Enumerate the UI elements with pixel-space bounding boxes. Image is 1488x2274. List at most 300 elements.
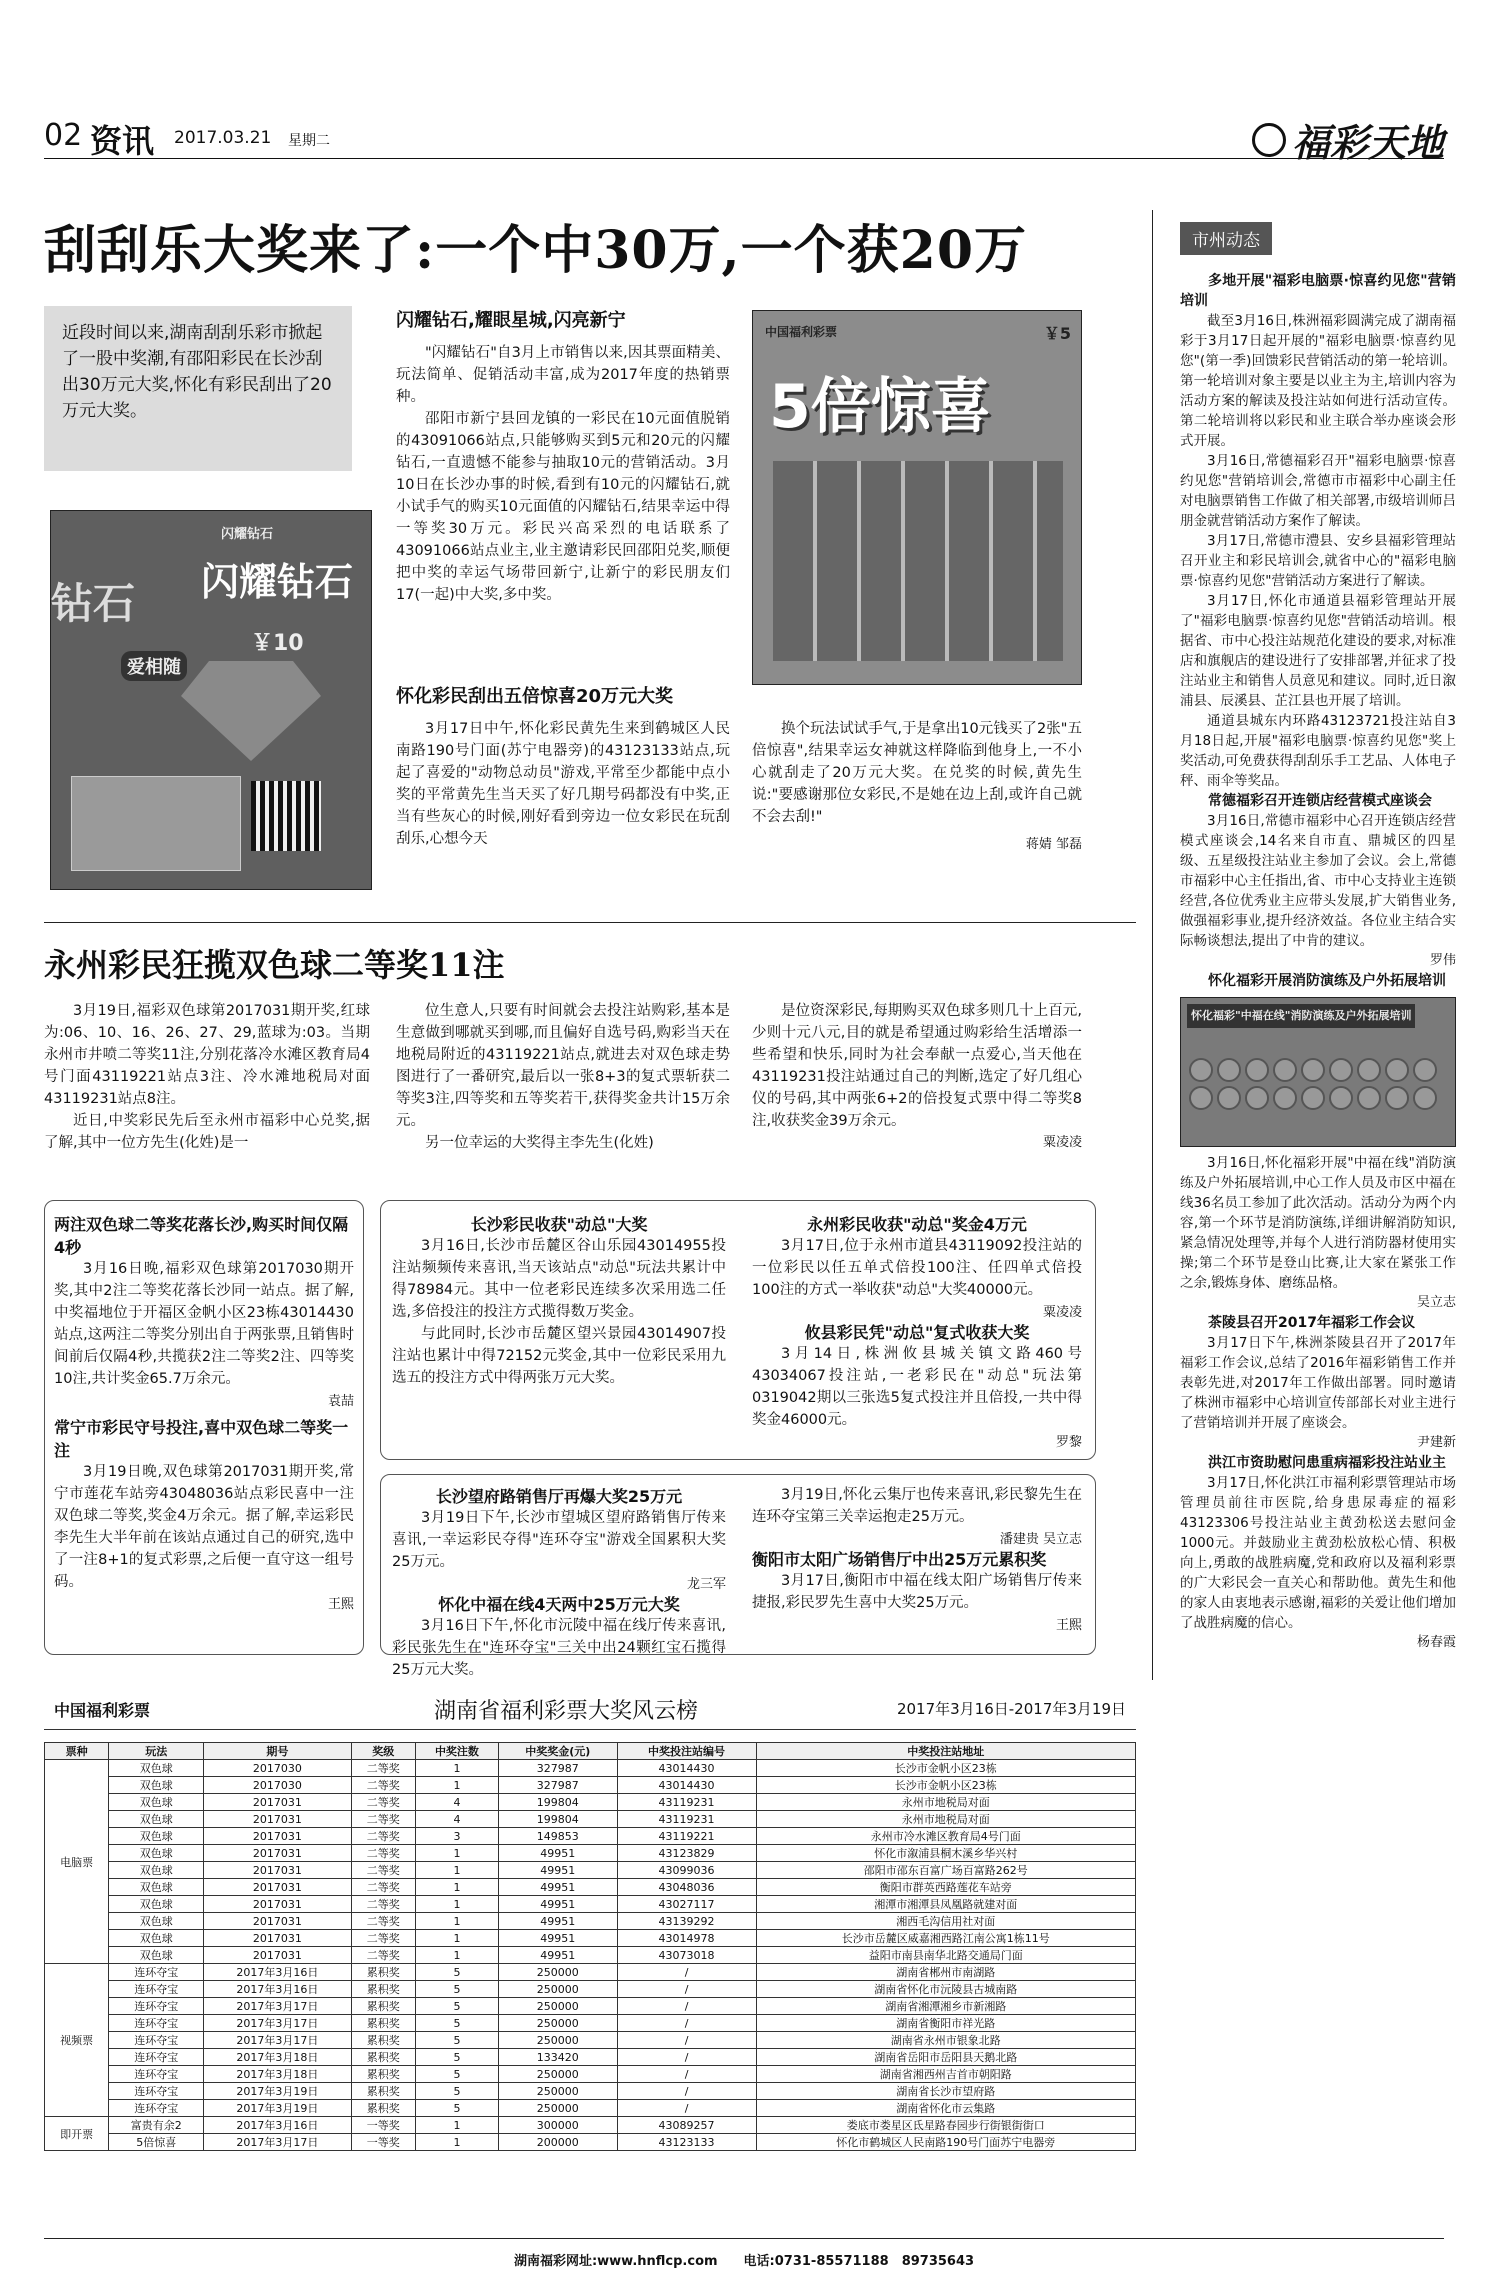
table-cell: 二等奖: [351, 1896, 415, 1913]
issue-date: 2017.03.21: [174, 128, 272, 148]
table-cell: 5: [415, 2049, 498, 2066]
byline: 杨春霞: [1416, 1635, 1456, 1650]
table-cell: 二等奖: [351, 1794, 415, 1811]
table-cell: 连环夺宝: [109, 2100, 204, 2117]
byline: 蒋婧 邹磊: [1025, 837, 1082, 852]
group-photo: [1180, 997, 1456, 1147]
table-cell: /: [617, 1998, 756, 2015]
table-header-row: [45, 1743, 1136, 1760]
table-cell: 3: [415, 1828, 498, 1845]
byline: 王熙: [1055, 1618, 1082, 1633]
diamond-graphic: [181, 661, 321, 761]
table-cell: 湖南省湘西州吉首市朝阳路: [756, 2066, 1136, 2083]
table-column-header: 奖级: [351, 1743, 415, 1760]
table-cell: 43119231: [617, 1794, 756, 1811]
table-row: [45, 1896, 1136, 1913]
table-cell: 2017031: [204, 1811, 351, 1828]
table-row: [45, 1930, 1136, 1947]
table-cell: 湖南省怀化市沅陵县古城南路: [756, 1981, 1136, 1998]
table-cell: 累积奖: [351, 1981, 415, 1998]
table-cell: 49951: [498, 1947, 617, 1964]
table-cell: 连环夺宝: [109, 2015, 204, 2032]
brief-paragraph: 3月17日,衡阳市中福在线太阳广场销售厅传来捷报,彩民罗先生喜中大奖25万元。: [752, 1573, 1082, 1611]
table-cell: 2017年3月17日: [204, 1998, 351, 2015]
article-paragraph: "闪耀钻石"自3月上市销售以来,因其票面精美、玩法简单、促销活动丰富,成为2017年度的热销票种。: [396, 345, 730, 405]
table-cell: /: [617, 2049, 756, 2066]
brief-paragraph: 3月16日下午,怀化市沅陵中福在线厅传来喜讯,彩民张先生在"连环夺宝"三关中出24颗红宝石揽得25万元大奖。: [392, 1618, 726, 1678]
table-cell: 5: [415, 1964, 498, 1981]
lottery-logo-icon: [1252, 123, 1286, 157]
brief-paragraph: 3月19日,怀化云集厅也传来喜讯,彩民黎先生在连环夺宝第三关幸运抱走25万元。: [752, 1487, 1082, 1525]
news-box-mid-right: [752, 1212, 1082, 1450]
table-cell: /: [617, 2100, 756, 2117]
table-cell: 累积奖: [351, 2066, 415, 2083]
article-yongzhou-col3: [752, 1000, 1082, 1154]
table-row: [45, 2083, 1136, 2100]
table-cell: 5: [415, 2100, 498, 2117]
table-cell: 二等奖: [351, 1828, 415, 1845]
table-cell: 2017030: [204, 1760, 351, 1777]
brief-paragraph: 3月14日,株洲攸县城关镇文路460号43034067投注站,一老彩民在"动总"玩法第0319042期以三张选5复式投注并且倍投,一共中得奖金46000元。: [752, 1346, 1082, 1428]
table-cell: /: [617, 2015, 756, 2032]
table-cell: 43073018: [617, 1947, 756, 1964]
table-cell: 5: [415, 2032, 498, 2049]
brief-paragraph: 3月16日,长沙市岳麓区谷山乐园43014955投注站频频传来喜讯,当天该站点"动总"玩法共累计中得78984元。其中一位老彩民连续多次采用选二任选,多倍投注的投注方式揽得数万奖金。: [392, 1238, 726, 1320]
news-box-mid-left: [392, 1212, 726, 1389]
table-cell: 49951: [498, 1845, 617, 1862]
table-cell: 2017030: [204, 1777, 351, 1794]
table-cell: 43119221: [617, 1828, 756, 1845]
table-column-header: 中奖注数: [415, 1743, 498, 1760]
table-date-range: 2017年3月16日-2017年3月19日: [896, 1700, 1126, 1718]
article-yongzhou-col1: [44, 1000, 370, 1154]
table-cell: 1: [415, 2117, 498, 2134]
table-cell: 43099036: [617, 1862, 756, 1879]
city-news-badge: 市州动态: [1180, 222, 1272, 255]
brief-title: 永州彩民收获"动总"奖金4万元: [807, 1215, 1027, 1234]
table-cell: 250000: [498, 1964, 617, 1981]
table-cell: 2017031: [204, 1794, 351, 1811]
table-cell: 43027117: [617, 1896, 756, 1913]
table-cell: 1: [415, 1777, 498, 1794]
ticket2-top-text: 中国福利彩票: [765, 325, 838, 339]
table-row: [45, 2015, 1136, 2032]
table-cell: 一等奖: [351, 2117, 415, 2134]
table-row: [45, 2100, 1136, 2117]
prize-table: [44, 1742, 1136, 2151]
table-cell: 2017031: [204, 1845, 351, 1862]
article-paragraph: 邵阳市新宁县回龙镇的一彩民在10元面值脱销的43091066站点,只能够购买到5元和20元的闪耀钻石,一直遗憾不能参与抽取10元的营销活动。3月10日在长沙办事的时候,看到有10元的闪耀钻石,就小试手气的购买10元面值的闪耀钻石,结果幸运中得一等奖30万元。彩民兴高采烈的电话联系了43091066站点业主,业主邀请彩民回邵阳兑奖,顺便把中奖的幸运气场带回新宁,让新宁的彩民朋友们17(一起)中大奖,多中奖。: [396, 411, 730, 603]
brief-title: 多地开展"福彩电脑票·惊喜约见您"营销培训: [1180, 273, 1456, 309]
table-cell: 娄底市娄星区氐星路春园步行街银街街口: [756, 2117, 1136, 2134]
ticket-main-title: 闪耀钻石: [201, 560, 354, 604]
table-column-header: 玩法: [109, 1743, 204, 1760]
table-cell: 湘潭市湘潭县凤凰路就建对面: [756, 1896, 1136, 1913]
table-row: [45, 1811, 1136, 1828]
table-cell: 双色球: [109, 1930, 204, 1947]
table-cell: 湖南省永州市银象北路: [756, 2032, 1136, 2049]
table-cell: 2017年3月19日: [204, 2100, 351, 2117]
brief-title: 常宁市彩民守号投注,喜中双色球二等奖一注: [54, 1418, 349, 1460]
article-paragraph: 换个玩法试试手气,于是拿出10元钱买了2张"五倍惊喜",结果幸运女神就这样降临到他身上,一不小心就刮走了20万元大奖。在兑奖的时候,黄先生说:"要感谢那位女彩民,不是她在边上刮,或许自己就不会去刮!": [752, 721, 1082, 825]
table-cell: 长沙市金帆小区23栋: [756, 1760, 1136, 1777]
brief-title: 常德福彩召开连锁店经营模式座谈会: [1208, 793, 1432, 809]
table-cell: 怀化市溆浦县桐木溪乡华兴村: [756, 1845, 1136, 1862]
table-cell: 双色球: [109, 1794, 204, 1811]
ticket-type-cell: 视频票: [45, 1964, 109, 2117]
table-cell: 200000: [498, 2134, 617, 2151]
table-cell: 250000: [498, 2015, 617, 2032]
table-cell: 5: [415, 2083, 498, 2100]
table-cell: 4: [415, 1794, 498, 1811]
brief-title: 长沙望府路销售厅再爆大奖25万元: [435, 1487, 683, 1506]
news-box-left-content: [54, 1212, 354, 1612]
table-cell: 连环夺宝: [109, 1964, 204, 1981]
table-cell: 250000: [498, 2100, 617, 2117]
table-cell: 二等奖: [351, 1947, 415, 1964]
byline: 罗黎: [1055, 1435, 1082, 1450]
brief-paragraph: 3月17日,怀化市通道县福彩管理站开展了"福彩电脑票·惊喜约见您"营销活动培训。根据省、市中心投注站规范化建设的要求,对标准店和旗舰店的建设进行了安排部署,并征求了投注站业主和销售人员意见和建议。同时,近日溆浦县、辰溪县、芷江县也开展了培训。: [1180, 593, 1456, 709]
table-cell: 二等奖: [351, 1777, 415, 1794]
table-cell: 1: [415, 1896, 498, 1913]
byline: 尹建新: [1416, 1435, 1456, 1450]
table-cell: 湘西毛沟信用社对面: [756, 1913, 1136, 1930]
table-cell: 5: [415, 1998, 498, 2015]
table-cell: 双色球: [109, 1896, 204, 1913]
table-cell: 250000: [498, 1998, 617, 2015]
table-cell: 2017年3月16日: [204, 2117, 351, 2134]
page-number: 02: [44, 118, 83, 153]
table-cell: 连环夺宝: [109, 2066, 204, 2083]
table-cell: 327987: [498, 1760, 617, 1777]
brief-title: 茶陵县召开2017年福彩工作会议: [1208, 1315, 1415, 1331]
article-diamond: [396, 306, 730, 606]
brief-paragraph: 3月19日下午,长沙市望城区望府路销售厅传来喜讯,一幸运彩民夺得"连环夺宝"游戏全国累积大奖25万元。: [392, 1510, 726, 1570]
brief-paragraph: 3月16日,常德福彩召开"福彩电脑票·惊喜约见您"营销培训会,常德市市福彩中心副主任对电脑票销售工作做了相关部署,市级培训师吕朋金就营销活动方案作了解读。: [1180, 453, 1456, 529]
table-cell: /: [617, 2083, 756, 2100]
footer-rule: [44, 2238, 1444, 2239]
scratch-grid: [773, 461, 1063, 661]
table-cell: 2017年3月17日: [204, 2134, 351, 2151]
table-cell: 二等奖: [351, 1845, 415, 1862]
article-yongzhou-col2: [396, 1000, 730, 1154]
article-paragraph: 位生意人,只要有时间就会去投注站购彩,基本是生意做到哪就买到哪,而且偏好自选号码,购彩当天在地税局附近的43119221站点,就进去对双色球走势图进行了一番研究,最后以一张8+3的复式票斩获二等奖3注,四等奖和五等奖若干,获得奖金共计15万余元。: [396, 1003, 730, 1129]
brief-paragraph: 与此同时,长沙市岳麓区望兴景园43014907投注站也累计中得72152元奖金,其中一位彩民采用九选五的投注方式中得两张万元大奖。: [392, 1326, 726, 1386]
table-cell: 2017年3月18日: [204, 2049, 351, 2066]
table-cell: 1: [415, 1879, 498, 1896]
table-cell: 累积奖: [351, 2083, 415, 2100]
table-cell: /: [617, 2066, 756, 2083]
table-cell: 双色球: [109, 1879, 204, 1896]
table-cell: 湖南省湘潭湘乡市新湘路: [756, 1998, 1136, 2015]
ticket-type-cell: 即开票: [45, 2117, 109, 2151]
byline: 粟凌凌: [1042, 1135, 1082, 1150]
ticket2-price: ￥5: [1043, 324, 1071, 343]
table-row: [45, 1777, 1136, 1794]
table-cell: 1: [415, 1947, 498, 1964]
article-title: 闪耀钻石,耀眼星城,闪亮新宁: [396, 310, 626, 331]
article-paragraph: 3月19日,福彩双色球第2017031期开奖,红球为:06、10、16、26、27、29,蓝球为:03。当期永州市井喷二等奖11注,分别花落冷水滩区教育局4号门面43119221站点3注、冷水滩地税局对面43119231站点8注。: [44, 1003, 370, 1107]
table-cell: 49951: [498, 1930, 617, 1947]
issue-weekday: 星期二: [288, 133, 330, 149]
table-row: [45, 2066, 1136, 2083]
table-cell: 永州市地税局对面: [756, 1811, 1136, 1828]
table-cell: 5: [415, 2015, 498, 2032]
table-cell: 43014978: [617, 1930, 756, 1947]
ticket-side-text: 钻石: [51, 579, 136, 628]
table-row: [45, 1862, 1136, 1879]
table-body: [45, 1760, 1136, 2151]
prize-table-header: [44, 1690, 1136, 1730]
table-cell: 2017年3月16日: [204, 1981, 351, 1998]
table-cell: 2017年3月16日: [204, 1964, 351, 1981]
news-box-bottom-right: [752, 1484, 1082, 1633]
article-5x-col2: [752, 718, 1082, 856]
brief-paragraph: 3月16日,常德市福彩中心召开连锁店经营模式座谈会,14名来自市直、鼎城区的四星级、五星级投注站业主参加了会议。会上,常德市福彩中心主任指出,省、市中心支持业主连锁经营,各位优秀业主应带头发展,扩大销售业务,做强福彩事业,提升经济效益。各位业主结合实际畅谈想法,提出了中肯的建议。: [1180, 813, 1456, 949]
table-cell: 327987: [498, 1777, 617, 1794]
table-column-header: 期号: [204, 1743, 351, 1760]
table-cell: 43014430: [617, 1760, 756, 1777]
table-cell: 5: [415, 2066, 498, 2083]
table-cell: 43119231: [617, 1811, 756, 1828]
table-cell: 双色球: [109, 1862, 204, 1879]
table-cell: 连环夺宝: [109, 2049, 204, 2066]
article-5x-title: 怀化彩民刮出五倍惊喜20万元大奖: [396, 686, 674, 707]
table-cell: 累积奖: [351, 2049, 415, 2066]
table-row: [45, 1794, 1136, 1811]
table-cell: 133420: [498, 2049, 617, 2066]
brief-paragraph: 3月17日,常德市澧县、安乡县福彩管理站召开业主和彩民培训会,就省中心的"福彩电脑票·惊喜约见您"营销活动方案进行了解读。: [1180, 533, 1456, 589]
table-row: [45, 1879, 1136, 1896]
table-cell: 199804: [498, 1794, 617, 1811]
table-cell: 5: [415, 1981, 498, 1998]
table-cell: 1: [415, 2134, 498, 2151]
table-row: [45, 1828, 1136, 1845]
table-cell: /: [617, 1964, 756, 1981]
table-cell: 双色球: [109, 1811, 204, 1828]
table-cell: 49951: [498, 1879, 617, 1896]
byline: 罗伟: [1429, 953, 1456, 968]
column-divider: [1152, 210, 1153, 1680]
brief-paragraph: 3月16日,怀化福彩开展"中福在线"消防演练及户外拓展培训,中心工作人员及市区中福在线36名员工参加了此次活动。活动分为两个内容,第一个环节是消防演练,详细讲解消防知识,紧急情况处理等,并每个人进行消防器材使用实操;第二个环节是登山比赛,让大家在紧张工作之余,锻炼身体、磨练品格。: [1180, 1155, 1456, 1291]
brief-paragraph: 3月17日,位于永州市道县43119092投注站的一位彩民以任五单式倍投100注、任四单式倍投100注的方式一举收获"动总"大奖40000元。: [752, 1238, 1082, 1298]
table-cell: 二等奖: [351, 1811, 415, 1828]
byline: 龙三军: [686, 1577, 726, 1592]
table-cell: 199804: [498, 1811, 617, 1828]
table-row: [45, 1998, 1136, 2015]
table-cell: 湖南省郴州市南湖路: [756, 1964, 1136, 1981]
table-row: [45, 1981, 1136, 1998]
table-cell: 湖南省衡阳市祥光路: [756, 2015, 1136, 2032]
table-cell: 250000: [498, 2066, 617, 2083]
table-cell: 1: [415, 1913, 498, 1930]
table-column-header: 中奖投注站编号: [617, 1743, 756, 1760]
table-cell: 2017年3月17日: [204, 2032, 351, 2049]
table-cell: 湖南省怀化市云集路: [756, 2100, 1136, 2117]
table-cell: 49951: [498, 1913, 617, 1930]
table-logo: 中国福利彩票: [54, 1701, 151, 1720]
brief-paragraph: 3月19日晚,双色球第2017031期开奖,常宁市莲花车站旁43048036站点彩民喜中一注双色球二等奖,奖金4万余元。据了解,幸运彩民李先生大半年前在该站点通过自己的研究,选中了一注8+1的复式彩票,之后便一直守这一组号码。: [54, 1464, 354, 1590]
qr-code-icon: [251, 781, 321, 851]
byline: 潘建贵 吴立志: [999, 1532, 1082, 1547]
table-cell: 累积奖: [351, 1998, 415, 2015]
brand-text: 福彩天地: [1291, 120, 1444, 165]
ticket-photo-5x: [752, 310, 1082, 685]
table-row: [45, 1845, 1136, 1862]
table-row: [45, 1964, 1136, 1981]
article-paragraph: 是位资深彩民,每期购买双色球多则几十上百元,少则十元八元,目的就是希望通过购彩给生活增添一些希望和快乐,同时为社会奉献一点爱心,当天他在43119231投注站通过自己的判断,选定了好几组心仪的号码,其中两张6+2的倍投复式票中得二等奖8注,收获奖金39万余元。: [752, 1003, 1082, 1129]
table-cell: 250000: [498, 2032, 617, 2049]
table-row: [45, 1913, 1136, 1930]
table-column-header: 票种: [45, 1743, 109, 1760]
ticket-price: ￥10: [251, 631, 304, 656]
table-cell: 1: [415, 1862, 498, 1879]
brief-title: 洪江市资助慰问患重病福彩投注站业主: [1208, 1455, 1446, 1471]
table-cell: 2017031: [204, 1828, 351, 1845]
footer-contact: 湖南福彩网址:www.hnflcp.com 电话:0731-85571188 89735643: [513, 2254, 975, 2269]
table-cell: 300000: [498, 2117, 617, 2134]
byline: 王熙: [327, 1597, 354, 1612]
brief-title: 怀化中福在线4天两中25万元大奖: [438, 1595, 680, 1614]
table-cell: 双色球: [109, 1760, 204, 1777]
table-cell: 累积奖: [351, 2032, 415, 2049]
table-cell: 二等奖: [351, 1862, 415, 1879]
table-cell: 1: [415, 1760, 498, 1777]
brief-paragraph: 截至3月16日,株洲福彩圆满完成了湖南福彩于3月17日起开展的"福彩电脑票·惊喜约见您"(第一季)回馈彩民营销活动的第一轮培训。第一轮培训对象主要是以业主为主,培训内容为活动方案的解读及投注站如何进行活动宣传。第二轮培训将以彩民和业主联合举办座谈会形式开展。: [1180, 313, 1456, 449]
table-cell: 湖南省长沙市望府路: [756, 2083, 1136, 2100]
header-rule: [44, 158, 1444, 159]
table-cell: 2017年3月19日: [204, 2083, 351, 2100]
ticket2-main-title: 5倍惊喜: [769, 372, 991, 442]
brief-title: 两注双色球二等奖花落长沙,购买时间仅隔4秒: [54, 1215, 349, 1257]
article-paragraph: 3月17日中午,怀化彩民黄先生来到鹤城区人民南路190号门面(苏宁电器旁)的43123133站点,玩起了喜爱的"动物总动员"游戏,平常至少都能中点小奖的平常黄先生当天买了好几期号码都没有中奖,正当有些灰心的时候,刚好看到旁边一位女彩民在玩刮刮乐,心想今天: [396, 721, 730, 847]
table-cell: 累积奖: [351, 2100, 415, 2117]
article-yongzhou-title: 永州彩民狂揽双色球二等奖11注: [44, 946, 505, 984]
table-cell: 43123133: [617, 2134, 756, 2151]
table-row: [45, 1760, 1136, 1777]
table-cell: 双色球: [109, 1947, 204, 1964]
table-cell: 富贵有余2: [109, 2117, 204, 2134]
brief-title: 怀化福彩开展消防演练及户外拓展培训: [1208, 973, 1446, 989]
table-cell: 益阳市南县南华北路交通局门面: [756, 1947, 1136, 1964]
table-cell: 2017年3月17日: [204, 2015, 351, 2032]
table-cell: 二等奖: [351, 1930, 415, 1947]
table-cell: 连环夺宝: [109, 2032, 204, 2049]
table-row: [45, 1947, 1136, 1964]
table-cell: 永州市冷水滩区教育局4号门面: [756, 1828, 1136, 1845]
table-cell: 43014430: [617, 1777, 756, 1794]
table-cell: /: [617, 2032, 756, 2049]
table-cell: 衡阳市群英西路莲花车站旁: [756, 1879, 1136, 1896]
article-paragraph: 另一位幸运的大奖得主李先生(化姓): [425, 1135, 654, 1151]
brief-title: 攸县彩民凭"动总"复式收获大奖: [804, 1323, 1030, 1342]
table-cell: 连环夺宝: [109, 1981, 204, 1998]
table-cell: 累积奖: [351, 2015, 415, 2032]
article-5x-col1: [396, 718, 730, 850]
table-cell: 2017031: [204, 1879, 351, 1896]
table-cell: 二等奖: [351, 1760, 415, 1777]
table-cell: 149853: [498, 1828, 617, 1845]
byline: 粟凌凌: [1042, 1305, 1082, 1320]
table-row: [45, 2032, 1136, 2049]
right-column: [1180, 222, 1456, 1653]
news-box-bottom-left: [392, 1484, 726, 1681]
byline: 袁喆: [327, 1394, 354, 1409]
brief-paragraph: 3月17日,怀化洪江市福利彩票管理站市场管理员前往市医院,给身患尿毒症的福彩43123306号投注站业主黄劲松送去慰问金1000元。并鼓励业主黄劲松放松心情、积极向上,勇敢的战胜病魔,党和政府以及福利彩票的广大彩民会一直关心和帮助他。黄先生和他的家人由衷地表示感谢,福彩的关爱让他们增加了战胜病魔的信心。: [1180, 1475, 1456, 1631]
ticket-photo-diamond: [50, 510, 372, 890]
table-column-header: 中奖奖金(元): [498, 1743, 617, 1760]
table-cell: 湖南省岳阳市岳阳县天鹅北路: [756, 2049, 1136, 2066]
section-rule: [44, 922, 1136, 923]
table-cell: 一等奖: [351, 2134, 415, 2151]
brief-paragraph: 3月17日下午,株洲茶陵县召开了2017年福彩工作会议,总结了2016年福彩销售工作并表彰先进,对2017年工作做出部署。同时邀请了株洲市福彩中心培训宣传部部长对业主进行了营销培训并开展了座谈会。: [1180, 1335, 1456, 1431]
brief-paragraph: 通道县城东内环路43123721投注站自3月18日起,开展"福彩电脑票·惊喜约见您"奖上奖活动,可免费获得刮刮乐手工艺品、人体电子秤、雨伞等奖品。: [1180, 713, 1456, 789]
table-cell: 1: [415, 1845, 498, 1862]
table-cell: 4: [415, 1811, 498, 1828]
table-cell: 43139292: [617, 1913, 756, 1930]
table-cell: 43089257: [617, 2117, 756, 2134]
table-cell: 5倍惊喜: [109, 2134, 204, 2151]
table-cell: /: [617, 1981, 756, 1998]
brief-paragraph: 3月16日晚,福彩双色球第2017030期开奖,其中2注二等奖花落长沙同一站点。据了解,中奖福地位于开福区金帆小区23栋43014430站点,这两注二等奖分别出自于两张票,且销售时间前后仅隔4秒,共揽获2注二等奖2注、四等奖10注,共计奖金65.7万余元。: [54, 1261, 354, 1387]
scratch-area: [71, 776, 241, 871]
table-cell: 2017031: [204, 1862, 351, 1879]
table-cell: 双色球: [109, 1828, 204, 1845]
table-cell: 250000: [498, 1981, 617, 1998]
ticket-tag: 爱相随: [121, 651, 187, 681]
table-cell: 长沙市金帆小区23栋: [756, 1777, 1136, 1794]
group-people: [1189, 1058, 1449, 1110]
table-cell: 长沙市岳麓区威嘉湘西路江南公寓1栋11号: [756, 1930, 1136, 1947]
ticket-top-text: 闪耀钻石: [221, 527, 274, 542]
table-cell: 2017031: [204, 1896, 351, 1913]
table-cell: 49951: [498, 1862, 617, 1879]
table-cell: 怀化市鹤城区人民南路190号门面苏宁电器旁: [756, 2134, 1136, 2151]
table-cell: 250000: [498, 2083, 617, 2100]
table-cell: 43123829: [617, 1845, 756, 1862]
main-headline: 刮刮乐大奖来了:一个中30万,一个获20万: [44, 220, 1028, 281]
table-cell: 二等奖: [351, 1913, 415, 1930]
table-cell: 2017年3月18日: [204, 2066, 351, 2083]
table-cell: 1: [415, 1930, 498, 1947]
byline: 吴立志: [1416, 1295, 1456, 1310]
table-cell: 双色球: [109, 1777, 204, 1794]
table-cell: 43048036: [617, 1879, 756, 1896]
table-cell: 双色球: [109, 1913, 204, 1930]
table-column-header: 中奖投注站地址: [756, 1743, 1136, 1760]
section-title: 资讯: [90, 122, 155, 160]
table-cell: 连环夺宝: [109, 2083, 204, 2100]
brief-title: 衡阳市太阳广场销售厅中出25万元累积奖: [752, 1550, 1047, 1569]
table-cell: 2017031: [204, 1947, 351, 1964]
table-cell: 邵阳市邵东百富广场百富路262号: [756, 1862, 1136, 1879]
photo-banner: 怀化福彩"中福在线"消防演练及户外拓展培训: [1187, 1004, 1415, 1028]
table-cell: 连环夺宝: [109, 1998, 204, 2015]
table-cell: 2017031: [204, 1930, 351, 1947]
table-title: 湖南省福利彩票大奖风云榜: [434, 1699, 699, 1724]
table-row: [45, 2134, 1136, 2151]
table-cell: 累积奖: [351, 1964, 415, 1981]
article-paragraph: 近日,中奖彩民先后至永州市福彩中心兑奖,据了解,其中一位方先生(化姓)是一: [44, 1113, 370, 1151]
intro-box: 近段时间以来,湖南刮刮乐彩市掀起了一股中奖潮,有邵阳彩民在长沙刮出30万元大奖,怀化有彩民刮出了20万元大奖。: [44, 306, 352, 471]
table-row: [45, 2117, 1136, 2134]
table-row: [45, 2049, 1136, 2066]
table-cell: 双色球: [109, 1845, 204, 1862]
table-cell: 永州市地税局对面: [756, 1794, 1136, 1811]
table-cell: 2017031: [204, 1913, 351, 1930]
table-cell: 二等奖: [351, 1879, 415, 1896]
table-cell: 49951: [498, 1896, 617, 1913]
